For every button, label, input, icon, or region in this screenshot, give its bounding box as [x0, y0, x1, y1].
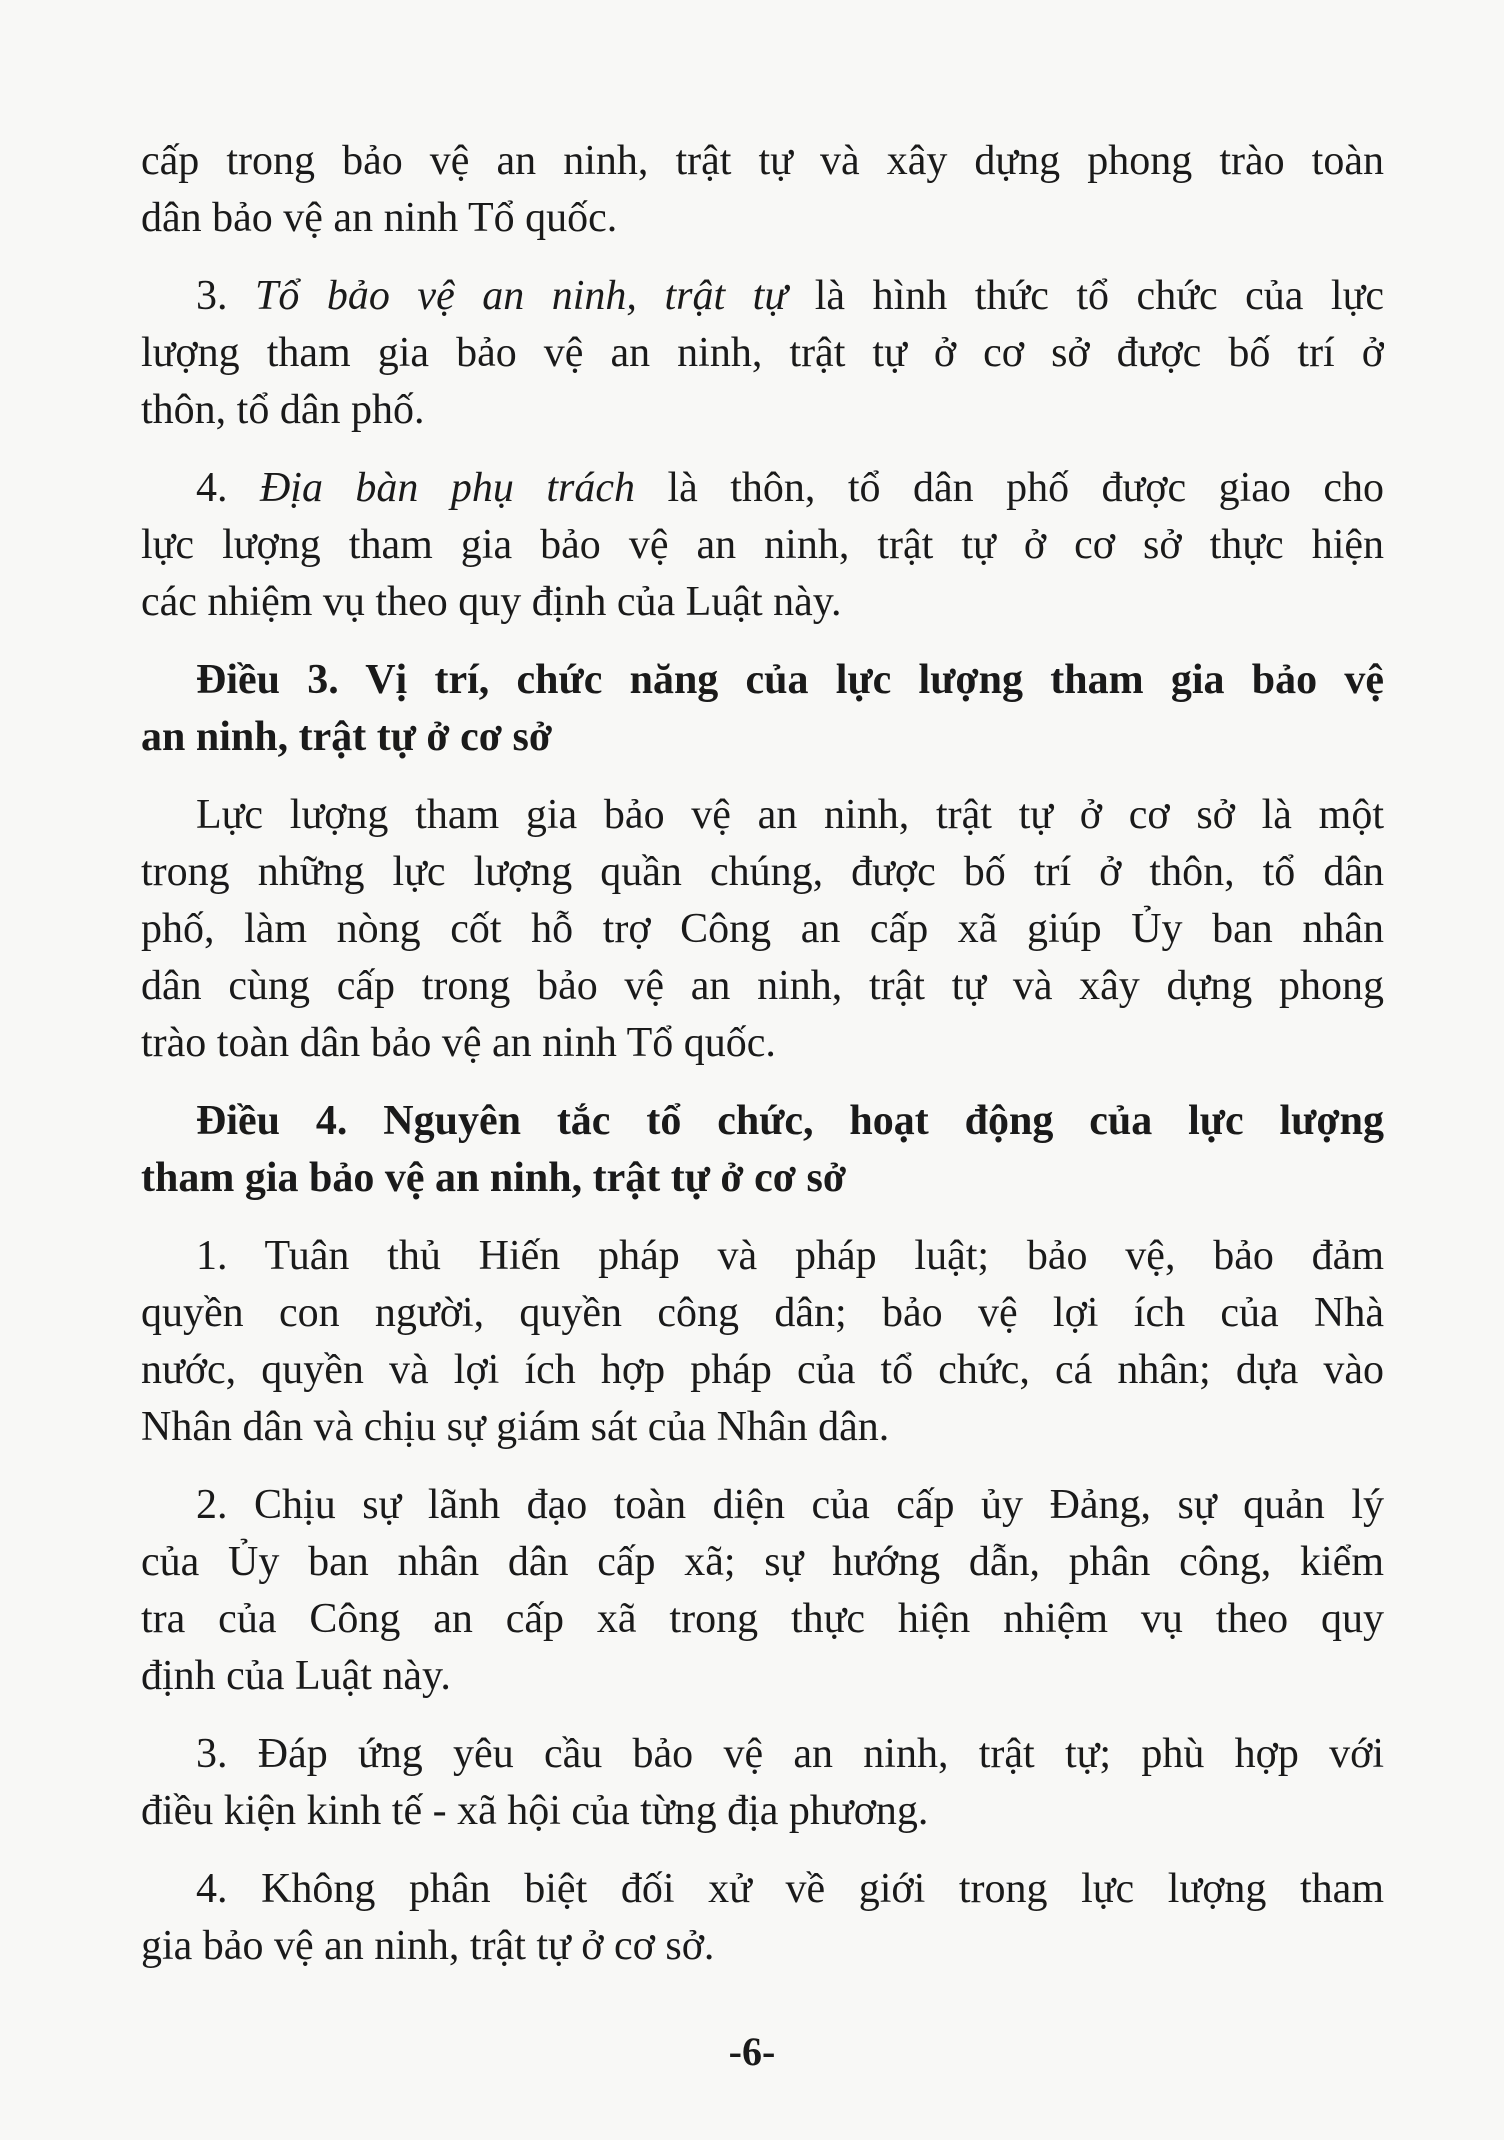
text-line	[141, 787, 1384, 844]
text-line	[141, 1150, 1384, 1207]
text-line	[141, 1015, 1384, 1072]
text-line	[141, 1861, 1384, 1918]
text-line	[141, 574, 1384, 631]
text-line	[141, 1918, 1384, 1975]
text-segment: phố, làm nòng cốt hỗ trợ Công an cấp xã giúp Ủy ban nhân	[141, 906, 1384, 952]
text-line	[141, 1783, 1384, 1840]
text-segment: lực lượng tham gia bảo vệ an ninh, trật tự ở cơ sở thực hiện	[141, 522, 1384, 568]
text-line	[141, 1285, 1384, 1342]
text-line	[141, 1726, 1384, 1783]
text-segment: tra của Công an cấp xã trong thực hiện nhiệm vụ theo quy	[141, 1596, 1384, 1642]
text-line	[141, 1093, 1384, 1150]
text-segment: định của Luật này.	[141, 1653, 451, 1699]
paragraph	[141, 1477, 1384, 1705]
paragraph	[141, 133, 1384, 247]
text-segment: điều kiện kinh tế - xã hội của từng địa phương.	[141, 1788, 929, 1834]
text-segment: 3. Đáp ứng yêu cầu bảo vệ an ninh, trật tự; phù hợp với	[196, 1731, 1384, 1777]
paragraph	[141, 268, 1384, 439]
text-line	[141, 460, 1384, 517]
text-segment: các nhiệm vụ theo quy định của Luật này.	[141, 579, 842, 625]
text-segment: là hình thức tổ chức của lực	[787, 273, 1384, 319]
text-segment: gia bảo vệ an ninh, trật tự ở cơ sở.	[141, 1923, 715, 1969]
text-line	[141, 844, 1384, 901]
text-line	[141, 958, 1384, 1015]
text-line	[141, 1399, 1384, 1456]
text-segment: Nhân dân và chịu sự giám sát của Nhân dân.	[141, 1404, 890, 1450]
text-line	[141, 268, 1384, 325]
text-line	[141, 133, 1384, 190]
defined-term: Tổ bảo vệ an ninh, trật tự	[255, 273, 788, 319]
article-heading	[141, 652, 1384, 766]
text-segment: tham gia bảo vệ an ninh, trật tự ở cơ sở	[141, 1155, 847, 1201]
text-line	[141, 901, 1384, 958]
text-segment: Lực lượng tham gia bảo vệ an ninh, trật tự ở cơ sở là một	[196, 792, 1384, 838]
text-segment: an ninh, trật tự ở cơ sở	[141, 714, 553, 760]
text-segment: lượng tham gia bảo vệ an ninh, trật tự ở cơ sở được bố trí ở	[141, 330, 1384, 376]
paragraph	[141, 1228, 1384, 1456]
paragraph	[141, 1861, 1384, 1975]
text-line	[141, 517, 1384, 574]
text-line	[141, 325, 1384, 382]
text-line	[141, 709, 1384, 766]
text-line	[141, 1534, 1384, 1591]
paragraph	[141, 1726, 1384, 1840]
text-segment: Điều 3. Vị trí, chức năng của lực lượng tham gia bảo vệ	[196, 657, 1384, 703]
paragraph	[141, 460, 1384, 631]
text-segment: 1. Tuân thủ Hiến pháp và pháp luật; bảo vệ, bảo đảm	[196, 1233, 1384, 1279]
text-segment: của Ủy ban nhân dân cấp xã; sự hướng dẫn, phân công, kiểm	[141, 1539, 1384, 1585]
text-segment: trong những lực lượng quần chúng, được bố trí ở thôn, tổ dân	[141, 849, 1384, 895]
text-segment: trào toàn dân bảo vệ an ninh Tổ quốc.	[141, 1020, 776, 1066]
text-line	[141, 652, 1384, 709]
text-segment: cấp trong bảo vệ an ninh, trật tự và xây dựng phong trào toàn	[141, 138, 1384, 184]
text-line	[141, 382, 1384, 439]
text-segment: Điều 4. Nguyên tắc tổ chức, hoạt động của lực lượng	[196, 1098, 1384, 1144]
page-body	[141, 133, 1384, 1996]
paragraph	[141, 787, 1384, 1072]
text-line	[141, 1591, 1384, 1648]
text-line	[141, 1342, 1384, 1399]
defined-term: Địa bàn phụ trách	[259, 465, 635, 511]
text-segment: 4.	[196, 465, 260, 511]
text-segment: nước, quyền và lợi ích hợp pháp của tổ chức, cá nhân; dựa vào	[141, 1347, 1384, 1393]
text-line	[141, 190, 1384, 247]
text-line	[141, 1228, 1384, 1285]
text-line	[141, 1648, 1384, 1705]
text-segment: 4. Không phân biệt đối xử về giới trong lực lượng tham	[196, 1866, 1384, 1912]
text-segment: thôn, tổ dân phố.	[141, 387, 425, 433]
text-line	[141, 1477, 1384, 1534]
text-segment: là thôn, tổ dân phố được giao cho	[635, 465, 1384, 511]
page-number: -6-	[728, 2029, 776, 2074]
text-segment: 2. Chịu sự lãnh đạo toàn diện của cấp ủy Đảng, sự quản lý	[196, 1482, 1384, 1528]
text-segment: dân bảo vệ an ninh Tổ quốc.	[141, 195, 618, 241]
text-segment: quyền con người, quyền công dân; bảo vệ lợi ích của Nhà	[141, 1290, 1384, 1336]
text-segment: dân cùng cấp trong bảo vệ an ninh, trật tự và xây dựng phong	[141, 963, 1384, 1009]
article-heading	[141, 1093, 1384, 1207]
text-segment: 3.	[196, 273, 256, 319]
